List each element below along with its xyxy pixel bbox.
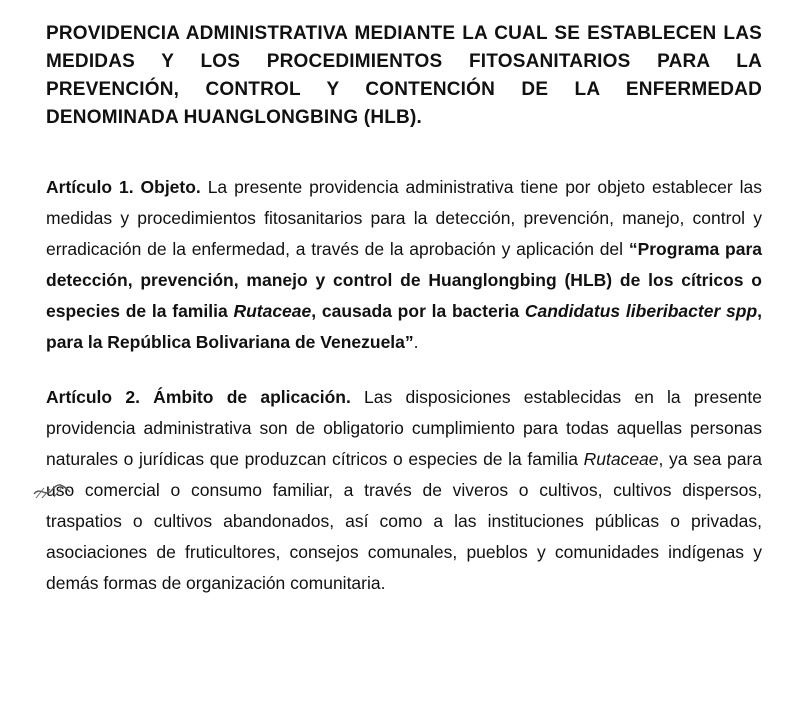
article-2	[46, 382, 762, 599]
article-1	[46, 172, 762, 358]
article-1-bacteria-name: Candidatus liberibacter spp	[524, 301, 758, 321]
article-2-text: Las disposiciones establecidas en la presente providencia administrativa son de obligatorio cumplimiento para todas aquellas personas naturales o jurídicas que produzcan cítricos o especies de la familia	[46, 387, 763, 469]
article-2-heading: Artículo 2. Ámbito de aplicación.	[46, 387, 351, 407]
article-1-family-name: Rutaceae	[233, 301, 312, 321]
document-title: PROVIDENCIA ADMINISTRATIVA MEDIANTE LA CUAL SE ESTABLECEN LAS MEDIDAS Y LOS PROCEDIMIENTOS FITOSANITARIOS PARA LA PREVENCIÓN, CONTROL Y CONTENCIÓN DE LA ENFERMEDAD DENOMINADA HUANGLONGBING (HLB).	[46, 23, 762, 128]
article-1-end: .	[413, 332, 419, 352]
article-2-text-end: , ya sea para uso comercial o consumo familiar, a través de viveros o cultivos, cultivos dispersos, traspatios o cultivos abandonados, así como a las instituciones públicas o privadas, asociaciones de fruticultores, consejos comunales, pueblos y comunidades indígenas y demás formas de organización comunitaria.	[46, 449, 763, 593]
article-1-program-part-3: , para la República Bolivariana de Venezuela”	[46, 301, 763, 352]
article-1-program-part-2: , causada por la bacteria	[311, 301, 525, 321]
article-2-family-name: Rutaceae	[583, 449, 659, 469]
document-page	[46, 20, 762, 599]
article-1-heading: Artículo 1. Objeto.	[46, 177, 201, 197]
article-1-text: La presente providencia administrativa tiene por objeto establecer las medidas y procedimientos fitosanitarios para la detección, prevención, manejo, control y erradicación de la enfermedad, a través de la aprobación y aplicación del	[46, 177, 762, 259]
article-1-program-part-1: “Programa para detección, prevención, manejo y control de Huanglongbing (HLB) de los cítricos o especies de la familia	[46, 239, 763, 321]
